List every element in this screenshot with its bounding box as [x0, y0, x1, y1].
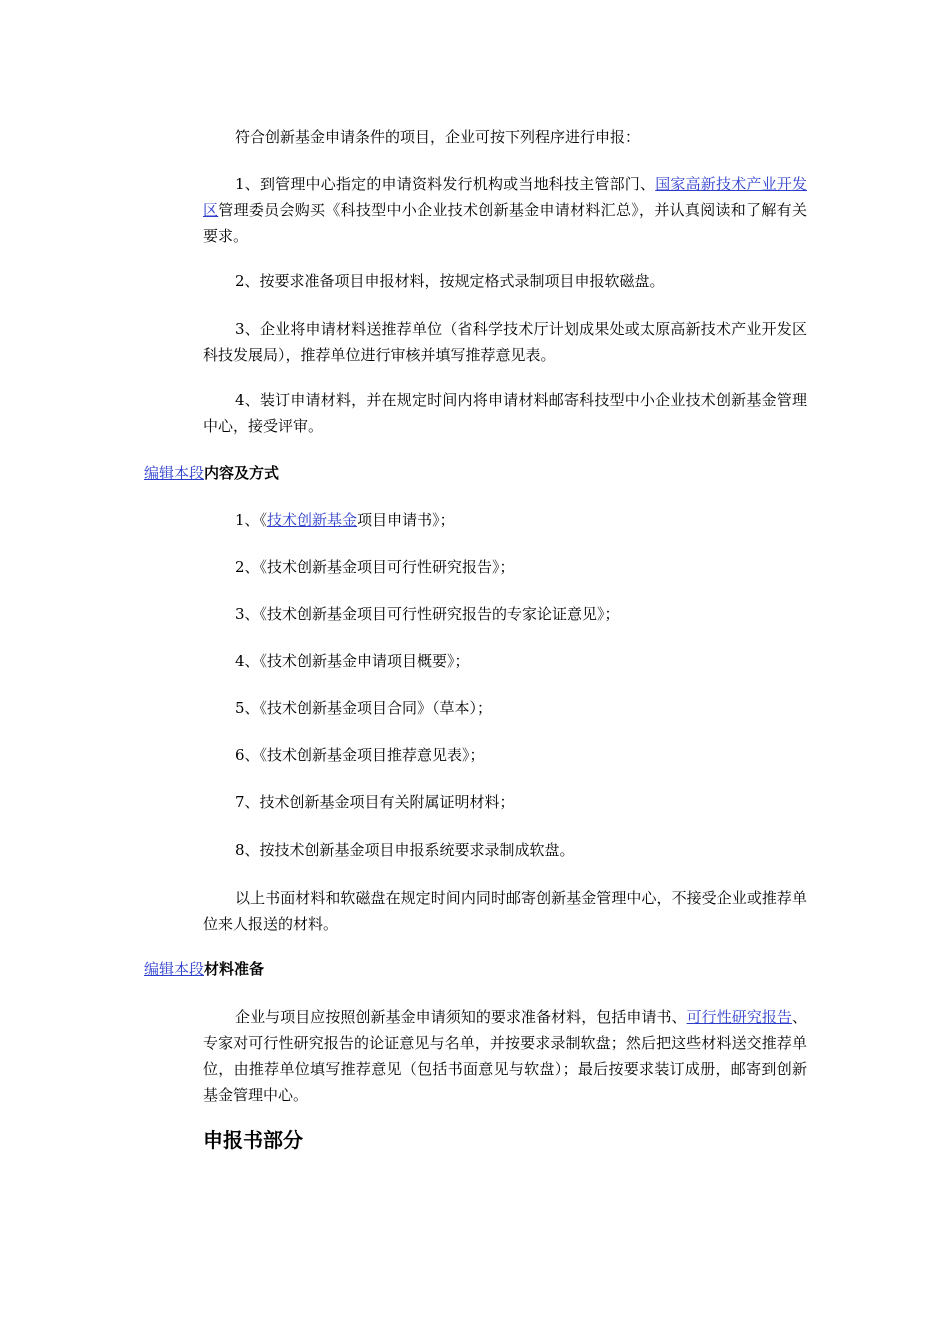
materials-text-pre: 企业与项目应按照创新基金申请须知的要求准备材料，包括申请书、: [235, 1008, 687, 1026]
contents-item-5: 5、《技术创新基金项目合同》（草本）；: [235, 699, 493, 717]
section-contents-heading: [144, 461, 279, 485]
step-3-text: 3、企业将申请材料送推荐单位（省科学技术厅计划成果处或太原高新技术产业开发区科技发展局），推荐单位进行审核并填写推荐意见表。: [203, 320, 807, 364]
contents-item-1-post: 项目申请书》；: [357, 511, 455, 529]
step-1-text-pre: 1、到管理中心指定的申请资料发行机构或当地科技主管部门、: [235, 175, 656, 193]
contents-item-7: 7、技术创新基金项目有关附属证明材料；: [235, 793, 515, 811]
contents-item-1-pre: 1、《: [235, 511, 268, 529]
contents-item-6: 6、《技术创新基金项目推荐意见表》；: [235, 746, 485, 764]
edit-section-link[interactable]: 编辑本段: [144, 960, 205, 978]
materials-text-post: 、专家对可行性研究报告的论证意见与名单，并按要求录制软盘；然后把这些材料送交推荐单位，由推荐单位填写推荐意见（包括书面意见与软盘）；最后按要求装订成册，邮寄到创新基金管理中心。: [203, 1008, 807, 1104]
tech-innovation-fund-link[interactable]: 技术创新基金: [267, 511, 358, 529]
edit-section-link[interactable]: 编辑本段: [144, 464, 205, 482]
contents-item-2: 2、《技术创新基金项目可行性研究报告》；: [235, 558, 515, 576]
contents-item-1: [235, 508, 807, 532]
materials-paragraph: [203, 1004, 807, 1108]
feasibility-report-link[interactable]: 可行性研究报告: [686, 1008, 792, 1026]
step-1-paragraph: [203, 171, 807, 249]
contents-item-4: 4、《技术创新基金申请项目概要》；: [235, 652, 470, 670]
step-1-text-post: 管理委员会购买《科技型中小企业技术创新基金申请材料汇总》，并认真阅读和了解有关要求。: [203, 201, 807, 245]
section-materials-heading: [144, 957, 264, 981]
step-2-paragraph: [203, 268, 807, 294]
intro-text: 符合创新基金申请条件的项目，企业可按下列程序进行申报：: [235, 128, 641, 146]
part-title: 申报书部分: [203, 1128, 303, 1152]
intro-paragraph: [203, 124, 807, 150]
step-3-paragraph: [203, 316, 807, 368]
contents-note-paragraph: [203, 885, 807, 937]
step-2-text: 2、按要求准备项目申报材料，按规定格式录制项目申报软磁盘。: [235, 272, 665, 290]
contents-item-8: 8、按技术创新基金项目申报系统要求录制成软盘。: [235, 841, 575, 859]
section-materials-title: 材料准备: [204, 960, 265, 978]
step-4-paragraph: [203, 387, 807, 439]
step-4-text: 4、装订申请材料，并在规定时间内将申请材料邮寄科技型中小企业技术创新基金管理中心，接受评审。: [203, 391, 807, 435]
national-hightech-zone-link[interactable]: 国家高新技术产业开发区: [203, 175, 807, 219]
section-contents-title: 内容及方式: [204, 464, 280, 482]
contents-item-3: 3、《技术创新基金项目可行性研究报告的专家论证意见》；: [235, 605, 620, 623]
contents-note-text: 以上书面材料和软磁盘在规定时间内同时邮寄创新基金管理中心，不接受企业或推荐单位来人报送的材料。: [203, 889, 807, 933]
